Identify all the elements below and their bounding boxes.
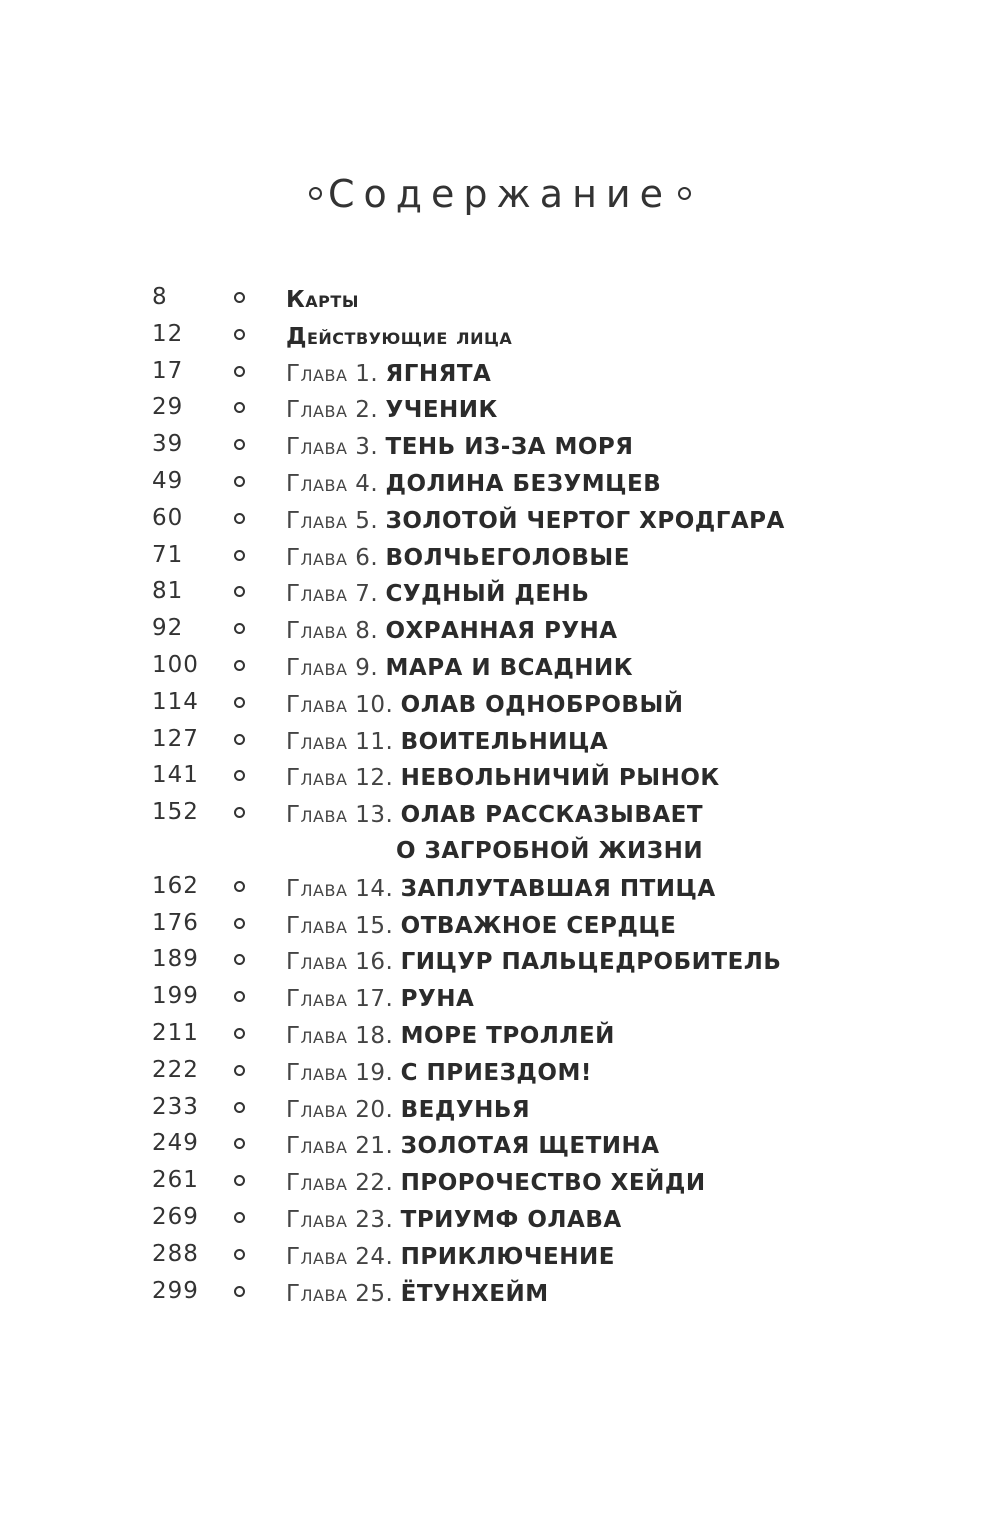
chapter-label: Глава 8.	[286, 618, 379, 645]
toc-entry[interactable]	[0, 1014, 1000, 1051]
chapter-name: Действующие лица	[286, 323, 513, 350]
ornament-dot-icon	[309, 187, 322, 200]
chapter-label: Глава 21.	[286, 1133, 394, 1160]
bullet-dot-icon	[234, 550, 245, 561]
toc-entry[interactable]	[0, 536, 1000, 573]
page-number: 162	[152, 872, 199, 899]
toc-entry[interactable]	[0, 720, 1000, 757]
chapter-label: Глава 2.	[286, 397, 379, 424]
chapter-label: Глава 14.	[286, 875, 394, 902]
chapter-label: Глава 1.	[286, 360, 379, 387]
toc-entry[interactable]	[0, 388, 1000, 425]
entry-title	[286, 1202, 622, 1238]
page-number: 17	[152, 357, 184, 384]
entry-title	[286, 392, 498, 428]
entry-title	[286, 908, 676, 944]
page-number: 211	[152, 1019, 199, 1046]
bullet-dot-icon	[234, 734, 245, 745]
page-number: 71	[152, 541, 184, 568]
entry-title	[286, 1092, 530, 1128]
page-number: 222	[152, 1056, 199, 1083]
entry-title	[286, 687, 684, 723]
chapter-name: ЯГНЯТА	[385, 360, 492, 387]
chapter-name: СУДНЫЙ ДЕНЬ	[385, 581, 590, 608]
chapter-name: ОЛАВ РАССКАЗЫВАЕТ	[400, 802, 704, 829]
toc-entry[interactable]	[0, 572, 1000, 609]
page-number: 49	[152, 467, 184, 494]
bullet-dot-icon	[234, 623, 245, 634]
entry-title	[286, 760, 720, 796]
chapter-name: ДОЛИНА БЕЗУМЦЕВ	[385, 470, 662, 497]
chapter-name: ЗОЛОТАЯ ЩЕТИНА	[400, 1133, 660, 1160]
page-number: 29	[152, 394, 184, 421]
page-number: 127	[152, 725, 199, 752]
toc-entry[interactable]	[0, 1051, 1000, 1088]
ornament-dot-icon	[678, 187, 691, 200]
chapter-label: Глава 20.	[286, 1096, 394, 1123]
toc-entry[interactable]	[0, 683, 1000, 720]
toc-entry[interactable]	[0, 609, 1000, 646]
page-number: 299	[152, 1277, 199, 1304]
chapter-name: ТЕНЬ ИЗ-ЗА МОРЯ	[385, 434, 634, 461]
chapter-name: ПРИКЛЮЧЕНИЕ	[400, 1243, 615, 1270]
chapter-name: УЧЕНИК	[385, 397, 498, 424]
bullet-dot-icon	[234, 1028, 245, 1039]
bullet-dot-icon	[234, 660, 245, 671]
entry-title	[286, 576, 589, 612]
toc-entry[interactable]	[0, 499, 1000, 536]
toc-entry[interactable]	[0, 1161, 1000, 1198]
page-number: 39	[152, 431, 184, 458]
chapter-label: Глава 18.	[286, 1022, 394, 1049]
page-title	[0, 172, 1000, 216]
bullet-dot-icon	[234, 991, 245, 1002]
toc-entry[interactable]	[0, 793, 1000, 867]
toc-entry[interactable]	[0, 1124, 1000, 1161]
chapter-label: Глава 13.	[286, 802, 394, 829]
entry-title	[286, 981, 474, 1017]
bullet-dot-icon	[234, 586, 245, 597]
entry-title	[286, 429, 633, 465]
page-number: 189	[152, 946, 199, 973]
chapter-name: МОРЕ ТРОЛЛЕЙ	[400, 1022, 615, 1049]
page-number: 100	[152, 651, 199, 678]
chapter-name: ЁТУНХЕЙМ	[400, 1280, 549, 1307]
bullet-dot-icon	[234, 292, 245, 303]
title-text: Содержание	[328, 172, 672, 216]
page-number: 12	[152, 320, 184, 347]
bullet-dot-icon	[234, 1175, 245, 1186]
chapter-label: Глава 6.	[286, 544, 379, 571]
chapter-label: Глава 19.	[286, 1059, 394, 1086]
page-number: 261	[152, 1167, 199, 1194]
bullet-dot-icon	[234, 1138, 245, 1149]
chapter-name: МАРА И ВСАДНИК	[385, 654, 634, 681]
bullet-dot-icon	[234, 1102, 245, 1113]
bullet-dot-icon	[234, 1065, 245, 1076]
toc-entry[interactable]	[0, 940, 1000, 977]
toc-entry[interactable]	[0, 425, 1000, 462]
chapter-name: ОХРАННАЯ РУНА	[385, 618, 618, 645]
bullet-dot-icon	[234, 1249, 245, 1260]
toc-entry[interactable]	[0, 646, 1000, 683]
entry-title	[286, 613, 618, 649]
entry-title	[286, 1165, 706, 1201]
chapter-label: Глава 4.	[286, 470, 379, 497]
chapter-label: Глава 12.	[286, 765, 394, 792]
chapter-label: Глава 15.	[286, 912, 394, 939]
entry-title	[286, 466, 661, 502]
chapter-label: Глава 3.	[286, 434, 379, 461]
bullet-dot-icon	[234, 366, 245, 377]
toc-entry[interactable]	[0, 352, 1000, 389]
entry-title	[286, 1239, 615, 1275]
page-number: 114	[152, 688, 199, 715]
chapter-label: Глава 22.	[286, 1170, 394, 1197]
chapter-name: ЗОЛОТОЙ ЧЕРТОГ ХРОДГАРА	[385, 507, 785, 534]
chapter-label: Глава 7.	[286, 581, 379, 608]
chapter-label: Глава 16.	[286, 949, 394, 976]
chapter-name: ВОИТЕЛЬНИЦА	[400, 728, 609, 755]
page-number: 233	[152, 1093, 199, 1120]
chapter-label: Глава 5.	[286, 507, 379, 534]
toc-entry[interactable]	[0, 756, 1000, 793]
entry-title	[286, 944, 781, 980]
table-of-contents	[0, 278, 1000, 1308]
bullet-dot-icon	[234, 881, 245, 892]
page-number: 8	[152, 284, 168, 310]
chapter-name: Карты	[286, 287, 359, 313]
entry-title	[286, 1055, 592, 1091]
entry-title	[286, 356, 491, 392]
bullet-dot-icon	[234, 402, 245, 413]
bullet-dot-icon	[234, 1286, 245, 1297]
bullet-dot-icon	[234, 807, 245, 818]
chapter-label: Глава 25.	[286, 1280, 394, 1307]
toc-entry[interactable]	[0, 1235, 1000, 1272]
toc-entry[interactable]	[0, 462, 1000, 499]
entry-title	[286, 319, 512, 355]
entry-title	[286, 540, 630, 576]
page-number: 249	[152, 1130, 199, 1157]
chapter-label: Глава 17.	[286, 986, 394, 1013]
entry-title	[286, 1276, 549, 1312]
chapter-name-continued: О ЗАГРОБНОЙ ЖИЗНИ	[396, 838, 704, 865]
entry-title	[286, 797, 703, 869]
bullet-dot-icon	[234, 918, 245, 929]
toc-entry[interactable]	[0, 1088, 1000, 1125]
toc-entry[interactable]	[0, 867, 1000, 904]
bullet-dot-icon	[234, 770, 245, 781]
chapter-name: ЗАПЛУТАВШАЯ ПТИЦА	[400, 875, 716, 902]
toc-entry[interactable]	[0, 1272, 1000, 1309]
chapter-label: Глава 11.	[286, 728, 394, 755]
entry-title	[286, 1128, 660, 1164]
entry-title	[286, 282, 359, 318]
page-number: 60	[152, 504, 184, 531]
chapter-name: ОТВАЖНОЕ СЕРДЦЕ	[400, 912, 677, 939]
chapter-name: ОЛАВ ОДНОБРОВЫЙ	[400, 691, 684, 718]
chapter-name: ВОЛЧЬЕГОЛОВЫЕ	[385, 544, 630, 571]
chapter-name: С ПРИЕЗДОМ!	[400, 1059, 592, 1086]
bullet-dot-icon	[234, 513, 245, 524]
chapter-label: Глава 24.	[286, 1243, 394, 1270]
toc-entry[interactable]	[0, 977, 1000, 1014]
chapter-name: НЕВОЛЬНИЧИЙ РЫНОК	[400, 765, 720, 792]
chapter-label: Глава 9.	[286, 654, 379, 681]
chapter-name: ТРИУМФ ОЛАВА	[400, 1206, 622, 1233]
chapter-label: Глава 23.	[286, 1206, 394, 1233]
page-number: 81	[152, 578, 184, 605]
chapter-name: ГИЦУР ПАЛЬЦЕДРОБИТЕЛЬ	[400, 949, 782, 976]
bullet-dot-icon	[234, 439, 245, 450]
toc-entry[interactable]	[0, 904, 1000, 941]
page-number: 92	[152, 615, 184, 642]
page-number: 152	[152, 799, 199, 826]
entry-title	[286, 871, 716, 907]
entry-title	[286, 650, 633, 686]
bullet-dot-icon	[234, 697, 245, 708]
bullet-dot-icon	[234, 1212, 245, 1223]
chapter-label: Глава 10.	[286, 691, 394, 718]
chapter-name: ПРОРОЧЕСТВО ХЕЙДИ	[400, 1170, 706, 1197]
page-number: 288	[152, 1240, 199, 1267]
page-number: 141	[152, 762, 199, 789]
bullet-dot-icon	[234, 476, 245, 487]
chapter-name: РУНА	[400, 986, 475, 1013]
page-number: 199	[152, 983, 199, 1010]
page-number: 269	[152, 1203, 199, 1230]
toc-entry[interactable]	[0, 1198, 1000, 1235]
page-number: 176	[152, 909, 199, 936]
toc-entry[interactable]	[0, 278, 1000, 315]
bullet-dot-icon	[234, 329, 245, 340]
entry-title	[286, 503, 785, 539]
entry-title	[286, 1018, 615, 1054]
bullet-dot-icon	[234, 954, 245, 965]
chapter-name: ВЕДУНЬЯ	[400, 1096, 531, 1123]
toc-entry[interactable]	[0, 315, 1000, 352]
entry-title	[286, 724, 608, 760]
